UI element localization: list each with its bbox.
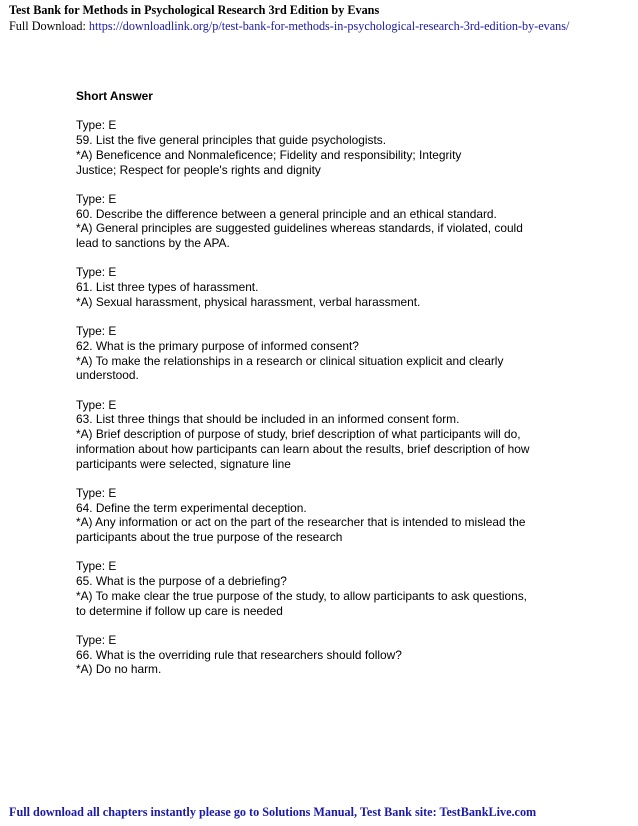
answer-text: participants about the true purpose of the research xyxy=(76,530,343,544)
question-text: 61. List three types of harassment. xyxy=(76,280,259,295)
question-text: 60. Describe the difference between a general principle and an ethical standard. xyxy=(76,206,497,221)
question-item xyxy=(76,398,570,472)
answer-text: *A) Sexual harassment, physical harassment, verbal harassment. xyxy=(76,294,421,309)
question-item xyxy=(76,192,570,251)
question-type: Type: E xyxy=(76,632,117,647)
question-item xyxy=(76,265,570,309)
answer-text: *A) Brief description of purpose of study, brief description of what participants will do, xyxy=(76,427,521,442)
answer-text: lead to sanctions by the APA. xyxy=(76,236,230,250)
question-type: Type: E xyxy=(76,118,117,133)
answer-text: Justice; Respect for people's rights and dignity xyxy=(76,162,321,177)
download-row xyxy=(9,18,634,34)
question-text: 62. What is the primary purpose of informed consent? xyxy=(76,338,359,353)
download-link[interactable]: https://downloadlink.org/p/test-bank-for-methods-in-psychological-research-3rd-edition-by-evans/ xyxy=(88,19,570,33)
question-type: Type: E xyxy=(76,397,117,412)
answer-text: *A) General principles are suggested guidelines whereas standards, if violated, could xyxy=(76,221,523,236)
question-list xyxy=(76,89,570,692)
question-text: 64. Define the term experimental deception. xyxy=(76,500,307,515)
answer-text: to determine if follow up care is needed xyxy=(76,603,283,618)
answer-text: *A) Do no harm. xyxy=(76,662,162,677)
answer-text: *A) Beneficence and Nonmaleficence; Fidelity and responsibility; Integrity xyxy=(76,147,462,162)
answer-text: participants were selected, signature line xyxy=(76,456,291,471)
question-item xyxy=(76,324,570,383)
question-type: Type: E xyxy=(76,485,117,500)
question-text: 59. List the five general principles that guide psychologists. xyxy=(76,133,386,148)
question-item xyxy=(76,486,570,545)
document-title: Test Bank for Methods in Psychological Research 3rd Edition by Evans xyxy=(9,3,380,17)
question-type: Type: E xyxy=(76,324,117,339)
question-item xyxy=(76,118,570,177)
question-text: 66. What is the overriding rule that researchers should follow? xyxy=(76,647,402,662)
footer-link[interactable]: Full download all chapters instantly please go to Solutions Manual, Test Bank site: TestBankLive.com xyxy=(9,805,537,819)
answer-text: *A) Any information or act on the part of the researcher that is intended to mislead the xyxy=(76,515,526,530)
answer-text: *A) To make the relationships in a research or clinical situation explicit and clearly xyxy=(76,353,504,368)
page-header xyxy=(9,2,634,34)
questions-container xyxy=(76,118,570,677)
question-text: 65. What is the purpose of a debriefing? xyxy=(76,574,287,589)
answer-text: information about how participants can learn about the results, brief description of how xyxy=(76,441,530,456)
section-heading: Short Answer xyxy=(76,89,153,103)
question-type: Type: E xyxy=(76,265,117,280)
download-label: Full Download: xyxy=(9,19,89,33)
answer-text: understood. xyxy=(76,368,139,383)
question-text: 63. List three things that should be included in an informed consent form. xyxy=(76,412,460,427)
question-type: Type: E xyxy=(76,191,117,206)
question-item xyxy=(76,633,570,677)
question-item xyxy=(76,559,570,618)
answer-text: *A) To make clear the true purpose of the study, to allow participants to ask questions, xyxy=(76,588,527,603)
question-type: Type: E xyxy=(76,559,117,574)
